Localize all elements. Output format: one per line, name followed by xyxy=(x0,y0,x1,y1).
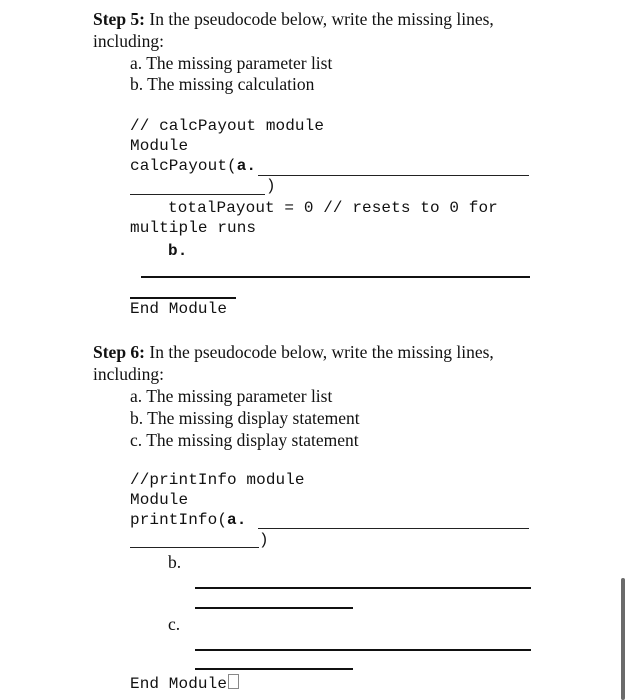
step5-call-name: calcPayout( xyxy=(130,157,237,175)
step5-code-total-cont: multiple runs xyxy=(130,219,257,237)
step6-code-end: End Module xyxy=(130,675,228,693)
step6-b-label: b. xyxy=(168,552,182,572)
step6-item-a: a. The missing parameter list xyxy=(130,386,333,406)
step6-answer-c-line1[interactable] xyxy=(195,649,531,651)
step6-c-label: c. xyxy=(168,614,181,634)
step6-title: Step 6: xyxy=(93,342,146,362)
step6-a-label: a. xyxy=(227,511,247,529)
step6-code-module: Module xyxy=(130,491,189,509)
step5-code-call xyxy=(130,156,256,176)
step6-code-comment: //printInfo module xyxy=(130,471,305,489)
step5-close-paren: ) xyxy=(266,177,276,195)
step5-heading xyxy=(93,9,494,30)
vertical-scrollbar[interactable] xyxy=(621,578,625,700)
step5-answer-a-line2[interactable] xyxy=(130,194,265,195)
step5-code-comment: // calcPayout module xyxy=(130,117,325,135)
step6-answer-a-line2[interactable] xyxy=(130,547,259,548)
step6-answer-b-line1[interactable] xyxy=(195,587,531,589)
step5-code-end: End Module xyxy=(130,300,228,318)
step5-code-total: totalPayout = 0 // resets to 0 for xyxy=(168,199,498,217)
step6-code-end-line xyxy=(130,674,239,694)
step5-title: Step 5: xyxy=(93,9,146,29)
step5-item-b: b. The missing calculation xyxy=(130,74,315,94)
step5-answer-a-line1[interactable] xyxy=(258,175,529,176)
step6-heading xyxy=(93,342,494,363)
step6-code-call xyxy=(130,510,246,530)
step6-item-c: c. The missing display statement xyxy=(130,430,359,450)
step5-intro: In the pseudocode below, write the missing lines, xyxy=(145,9,494,29)
step5-item-a: a. The missing parameter list xyxy=(130,53,333,73)
step5-b-label: b. xyxy=(168,242,188,260)
step6-item-b: b. The missing display statement xyxy=(130,408,360,428)
step6-intro-line2: including: xyxy=(93,364,164,384)
step6-intro: In the pseudocode below, write the missing lines, xyxy=(145,342,494,362)
step6-close-paren: ) xyxy=(259,531,269,549)
step5-code-module: Module xyxy=(130,137,189,155)
step6-call-name: printInfo( xyxy=(130,511,228,529)
step5-intro-line2: including: xyxy=(93,31,164,51)
step5-answer-b-line[interactable] xyxy=(141,276,530,278)
step6-answer-a-line1[interactable] xyxy=(258,528,529,529)
cursor-box-icon xyxy=(228,674,239,689)
step6-answer-b-line2[interactable] xyxy=(195,607,353,609)
step6-answer-c-line2[interactable] xyxy=(195,668,353,670)
step5-a-label: a. xyxy=(236,157,257,175)
